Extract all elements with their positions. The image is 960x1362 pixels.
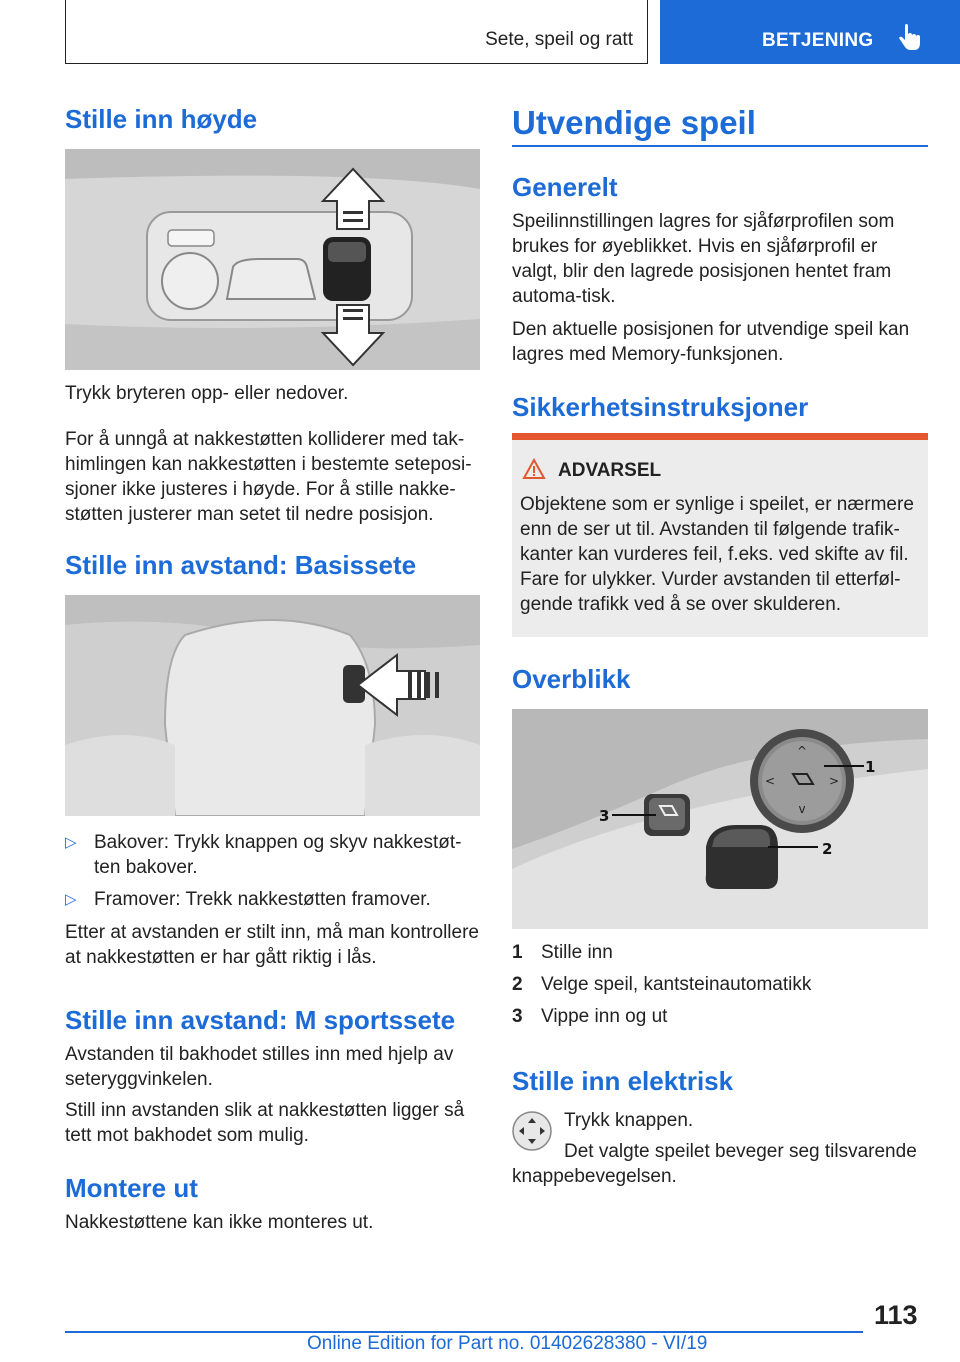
header-chapter-tab [660, 0, 960, 64]
legend-label: Velge speil, kantsteinautomatikk [541, 974, 812, 995]
bullet-forward [65, 887, 480, 912]
bullet-backward [65, 830, 480, 880]
general-p1: Speilinnstillingen lagres for sjåførprofilen som brukes for øyeblikket. Hvis en sjåførprofil er valgt, blir den lagrede posisjonen hentet fram automa-tisk. [512, 211, 895, 307]
callout-3: 3 [599, 807, 610, 825]
legend-item [512, 1006, 928, 1030]
headrest-basic-seat-image [65, 595, 480, 816]
callout-2: 2 [822, 840, 833, 858]
legend-item [512, 942, 928, 966]
section-title-general: Generelt [512, 172, 618, 202]
svg-text:>: > [828, 774, 840, 788]
header-chapter-title: BETJENING [762, 30, 874, 51]
header-section-box [65, 0, 648, 64]
section-title-basic-seat: Stille inn avstand: Basissete [65, 550, 417, 580]
warning-bar [512, 433, 928, 440]
svg-text:v: v [798, 802, 806, 816]
page-number: 113 [874, 1300, 918, 1330]
bullet-forward-text: Framover: Trekk nakkestøtten framover. [94, 889, 431, 910]
legend-number: 1 [512, 942, 523, 963]
electric-instruction: Trykk knappen. [564, 1110, 694, 1131]
section-title-sport-seat: Stille inn avstand: M sportssete [65, 1005, 456, 1035]
hand-pointer-icon [896, 24, 922, 54]
section-title-safety: Sikkerhetsinstruksjoner [512, 392, 809, 422]
bullet-backward-text: Bakover: Trykk knappen og skyv nakkestøt-ten bakover. [94, 832, 462, 878]
svg-text:^: ^ [796, 744, 808, 758]
bullet-triangle-icon: ▷ [65, 834, 77, 851]
legend-item [512, 974, 928, 998]
section-title-overview: Overblikk [512, 664, 631, 694]
footer-edition: Online Edition for Part no. 01402628380 - VI/19 [307, 1333, 708, 1354]
section-title-height: Stille inn høyde [65, 104, 258, 134]
callout-1: 1 [865, 758, 876, 776]
legend-number: 3 [512, 1006, 523, 1027]
svg-text:<: < [764, 774, 776, 788]
header-section-title: Sete, speil og ratt [485, 29, 633, 50]
basic-seat-note: Etter at avstanden er stilt inn, må man kontrollere at nakkestøtten er har gått riktig i lås. [65, 922, 479, 968]
remove-text: Nakkestøttene kan ikke monteres ut. [65, 1212, 374, 1233]
legend-number: 2 [512, 974, 523, 995]
height-note: For å unngå at nakkestøtten kolliderer med tak-himlingen kan nakkestøtten i bestemte seteposi-sjoner ikke justeres i høyde. For å stille nakke-støtten justerer man setet til nedre posisjon. [65, 429, 472, 525]
warning-triangle-icon [522, 458, 546, 480]
section-title-remove: Montere ut [65, 1173, 198, 1203]
sport-seat-p1: Avstanden til bakhodet stilles inn med hjelp av seteryggvinkelen. [65, 1044, 454, 1090]
title-rule [512, 145, 928, 147]
sport-seat-p2: Still inn avstanden slik at nakkestøtten ligger så tett mot bakhodet som mulig. [65, 1100, 465, 1146]
legend-label: Vippe inn og ut [541, 1006, 668, 1027]
warning-text: Objektene som er synlige i speilet, er nærmere enn de ser ut til. Avstanden til følgende trafik-kanter kan vurderes feil, f.eks. ved skifte av fil. Fare for ulykker. Vurder avstanden til etterføl-gende trafikk ved å se over skulderen. [520, 494, 914, 615]
bullet-triangle-icon: ▷ [65, 891, 77, 908]
electric-note: Det valgte speilet beveger seg tilsvarende knappebevegelsen. [512, 1141, 917, 1187]
mirror-controls-image [512, 709, 928, 929]
section-title-electric: Stille inn elektrisk [512, 1066, 734, 1096]
chapter-title-mirrors: Utvendige speil [512, 104, 756, 141]
warning-label: ADVARSEL [558, 460, 662, 481]
legend-label: Stille inn [541, 942, 613, 963]
general-p2: Den aktuelle posisjonen for utvendige speil kan lagres med Memory-funksjonen. [512, 319, 910, 365]
height-instruction: Trykk bryteren opp- eller nedover. [65, 383, 349, 404]
warning-box [512, 433, 928, 637]
headrest-height-switch-image [65, 149, 480, 370]
